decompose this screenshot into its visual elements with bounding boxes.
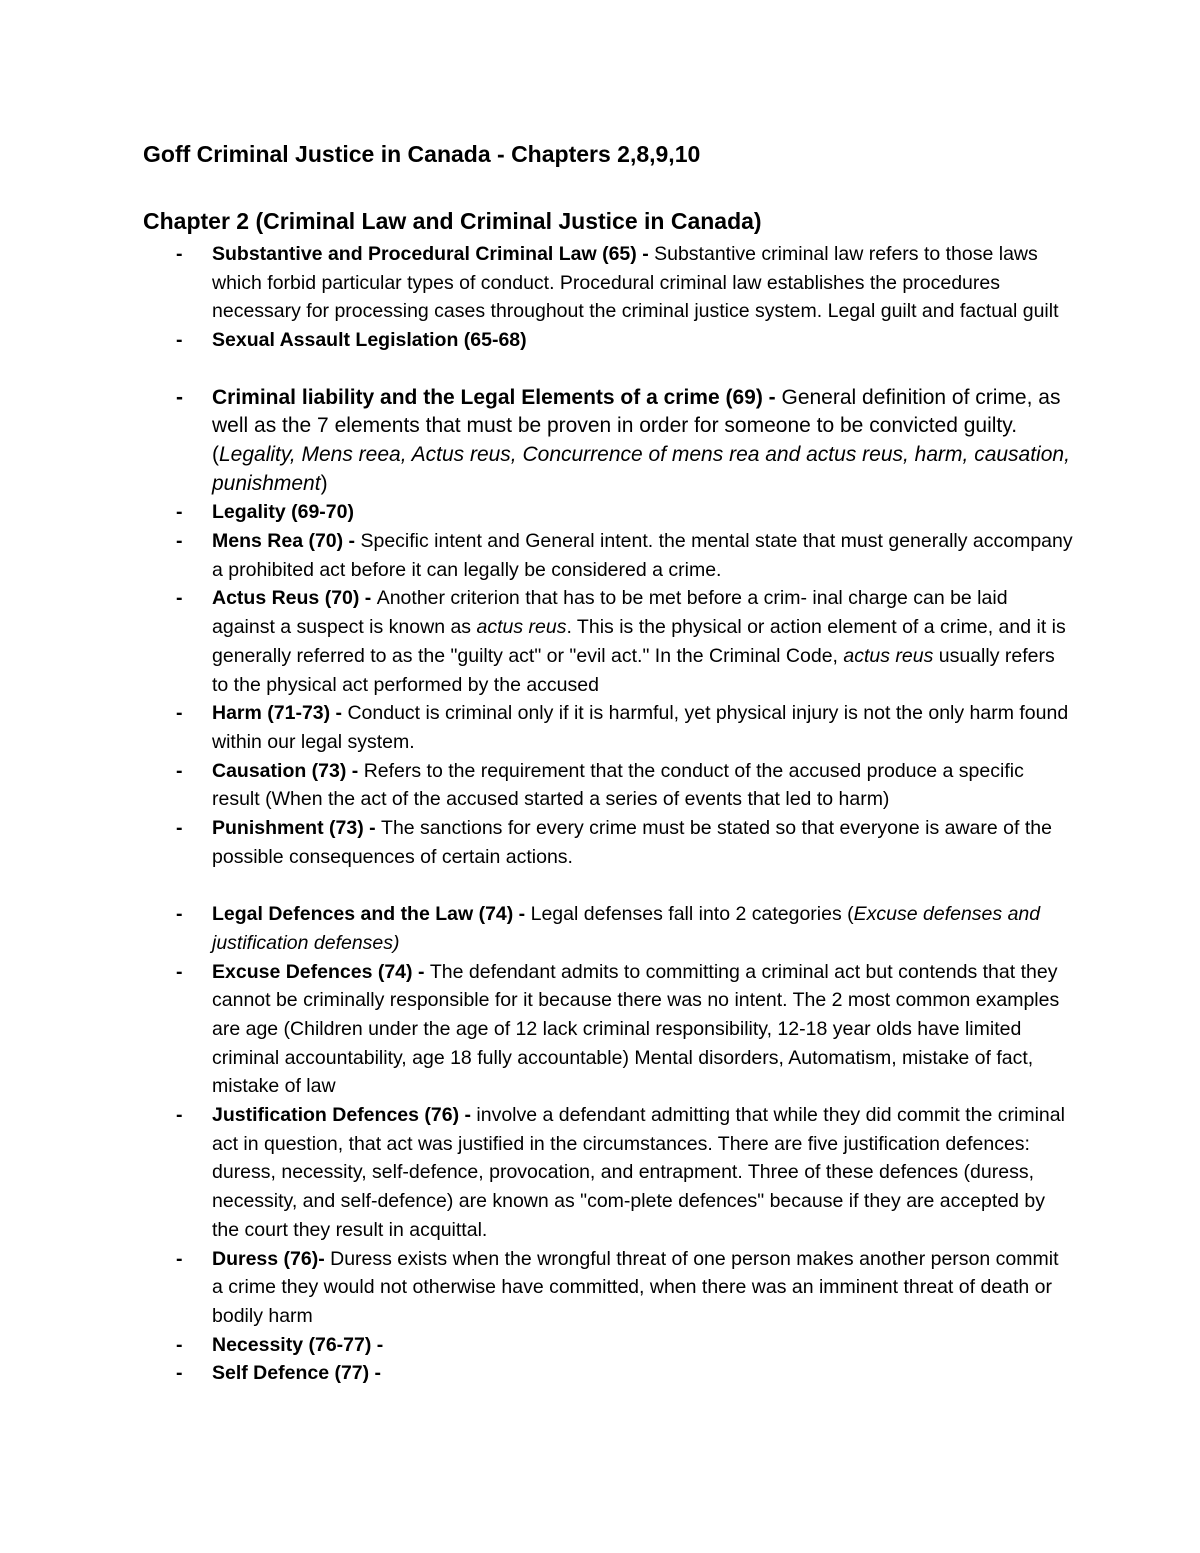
list-item-substantive-procedural [143, 240, 1073, 326]
item-italic-text: actus reus [476, 616, 567, 639]
item-text: Specific intent and General intent. the mental state that must generally accompany a prohibited act before it can legally be considered a crime. [212, 530, 1073, 581]
list-item-causation [143, 757, 1073, 814]
item-text: Another criterion that has to be met before a crim- inal charge can be laid against a suspect is known as [212, 587, 1008, 639]
bullet-dash: - [176, 501, 183, 524]
bullet-dash: - [176, 587, 183, 610]
list-item-necessity [143, 1331, 1073, 1360]
list-item-sexual-assault [143, 326, 1073, 355]
item-text: Conduct is criminal only if it is harmful, yet physical injury is not the only harm found within our legal system. [212, 702, 1069, 753]
item-text-after: usually refers to the physical act performed by the accused [212, 644, 1055, 696]
item-text: The defendant admits to committing a criminal act but contends that they cannot be criminally responsible for it because there was no intent. The 2 most common examples are age (Children under the age of 12 lack criminal responsibility, 12-18 year olds have limited criminal accountability, age 18 fully accountable) Mental disorders, Automatism, mistake of fact, mistake of law [212, 960, 1060, 1098]
item-italic-text-2: actus reus [843, 644, 934, 667]
chapter-heading: Chapter 2 (Criminal Law and Criminal Justice in Canada) [143, 208, 762, 234]
bullet-dash: - [176, 1333, 183, 1356]
bullet-dash: - [176, 817, 183, 840]
item-label: Criminal liability and the Legal Elements of a crime (69) - [212, 385, 782, 409]
item-text: The sanctions for every crime must be stated so that everyone is aware of the possible consequences of certain actions. [212, 817, 1052, 868]
item-label: Mens Rea (70) - [212, 530, 361, 553]
item-label: Legality (69-70) [212, 501, 354, 524]
list-item-legal-defences [143, 900, 1073, 957]
list-item-excuse-defences [143, 958, 1073, 1102]
bullet-dash: - [176, 1247, 183, 1270]
item-label: Self Defence (77) - [212, 1362, 382, 1385]
item-label: Duress (76)- [212, 1247, 331, 1270]
item-label: Punishment (73) - [212, 817, 382, 840]
bullet-dash: - [176, 1362, 183, 1385]
list-item-self-defence [143, 1359, 1073, 1388]
bullet-dash: - [176, 960, 183, 983]
bullet-dash: - [176, 759, 183, 782]
item-italic-text: Excuse defenses and justification defenses) [212, 903, 1041, 954]
list-item-duress [143, 1245, 1073, 1331]
list-item-criminal-liability [143, 384, 1073, 499]
topic-list [143, 240, 1073, 1388]
item-label: Harm (71-73) - [212, 702, 348, 725]
item-label: Causation (73) - [212, 759, 364, 782]
item-text: Refers to the requirement that the conduct of the accused produce a specific result (When the act of the accused started a series of events that led to harm) [212, 759, 1024, 811]
item-text: General definition of crime, as well as the 7 elements that must be proven in order for someone to be convicted guilty. ( [212, 385, 1061, 466]
bullet-dash: - [176, 329, 183, 352]
document-title: Goff Criminal Justice in Canada - Chapters 2,8,9,10 [143, 141, 701, 167]
item-label: Necessity (76-77) - [212, 1333, 384, 1356]
item-label: Excuse Defences (74) - [212, 960, 430, 983]
bullet-dash: - [176, 1104, 183, 1127]
bullet-dash: - [176, 530, 183, 553]
list-item-punishment [143, 814, 1073, 871]
bullet-dash: - [176, 702, 183, 725]
item-label: Justification Defences (76) - [212, 1104, 477, 1127]
item-text: involve a defendant admitting that while they did commit the criminal act in question, that act was justified in the circumstances. There are five justification defences: duress, necessity, self-defence, provocation, and entrapment. Three of these defences (duress, necessity, and self-defence) are known as "com-plete defences" because if they are accepted by the court they result in acquittal. [212, 1104, 1065, 1241]
list-item-actus-reus [143, 584, 1073, 699]
list-item-mens-rea [143, 527, 1073, 584]
item-label: Sexual Assault Legislation (65-68) [212, 329, 527, 352]
bullet-dash: - [176, 385, 183, 409]
item-italic-text: Legality, Mens reea, Actus reus, Concurrence of mens rea and actus reus, harm, causation, punishment [212, 442, 1070, 495]
item-text: Substantive criminal law refers to those laws which forbid particular types of conduct. Procedural criminal law establishes the procedures necessary for processing cases throughout the criminal justice system. Legal guilt and factual guilt [212, 243, 1059, 323]
bullet-dash: - [176, 243, 183, 265]
item-label: Legal Defences and the Law (74) - [212, 903, 531, 926]
list-item-legality [143, 498, 1073, 527]
item-text-mid: . This is the physical or action element of a crime, and it is generally referred to as the "guilty act" or "evil act." In the Criminal Code, [212, 616, 1066, 667]
list-item-harm [143, 699, 1073, 756]
bullet-dash: - [176, 903, 183, 926]
item-text: Duress exists when the wrongful threat of one person makes another person commit a crime they would not otherwise have committed, when there was an imminent threat of death or bodily harm [212, 1247, 1059, 1327]
list-item-justification-defences [143, 1101, 1073, 1245]
item-text: Legal defenses fall into 2 categories ( [530, 903, 854, 926]
item-label: Actus Reus (70) - [212, 587, 377, 610]
item-label: Substantive and Procedural Criminal Law (65) - [212, 243, 655, 265]
item-text-after: ) [320, 471, 328, 495]
